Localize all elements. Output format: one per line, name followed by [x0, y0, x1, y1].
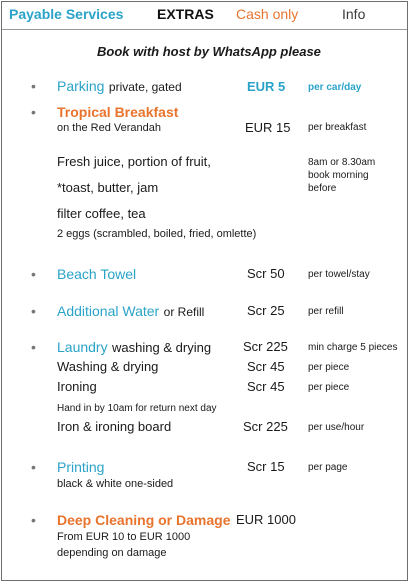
laundry-note: min charge 5 pieces — [308, 342, 398, 353]
parking-title: Parking — [57, 78, 105, 94]
laundry-wash-price: Scr 45 — [247, 359, 285, 374]
laundry-title: Laundry — [57, 339, 108, 355]
damage-price: EUR 1000 — [236, 512, 296, 527]
laundry-price: Scr 225 — [243, 339, 288, 354]
water-item — [57, 303, 204, 321]
header-extras: EXTRAS — [157, 6, 214, 22]
breakfast-location: on the Red Verandah — [57, 122, 161, 134]
breakfast-line-2: *toast, butter, jam — [57, 180, 159, 195]
water-detail: or Refill — [163, 305, 205, 319]
water-price: Scr 25 — [247, 303, 285, 318]
parking-detail: private, gated — [108, 80, 182, 94]
parking-item — [57, 78, 182, 96]
laundry-item — [57, 339, 211, 357]
bullet-icon: • — [31, 266, 36, 282]
header-divider — [2, 29, 407, 30]
header-payable-services: Payable Services — [9, 6, 124, 22]
damage-title: Deep Cleaning or Damage — [57, 512, 231, 528]
laundry-iron-note: per piece — [308, 382, 350, 393]
damage-line-2: depending on damage — [57, 547, 167, 559]
laundry-board-label: Iron & ironing board — [57, 419, 172, 434]
bullet-icon: • — [31, 78, 36, 94]
breakfast-line-3: filter coffee, tea — [57, 206, 146, 221]
bullet-icon: • — [31, 459, 36, 475]
water-title: Additional Water — [57, 303, 160, 319]
header-info: Info — [342, 6, 366, 22]
laundry-detail: washing & drying — [112, 340, 212, 355]
breakfast-title: Tropical Breakfast — [57, 104, 179, 120]
printing-price: Scr 15 — [247, 459, 285, 474]
towel-note: per towel/stay — [308, 269, 370, 280]
towel-title: Beach Towel — [57, 266, 137, 282]
bullet-icon: • — [31, 339, 36, 355]
printing-title: Printing — [57, 459, 105, 475]
parking-price: EUR 5 — [247, 79, 286, 94]
bullet-icon: • — [31, 104, 36, 120]
laundry-board-price: Scr 225 — [243, 419, 288, 434]
water-note: per refill — [308, 306, 344, 317]
damage-line-1: From EUR 10 to EUR 1000 — [57, 531, 191, 543]
laundry-wash-note: per piece — [308, 362, 350, 373]
header-cash-only: Cash only — [236, 6, 299, 22]
printing-detail: black & white one-sided — [57, 478, 174, 490]
laundry-iron-label: Ironing — [57, 379, 97, 394]
bullet-icon: • — [31, 303, 36, 319]
breakfast-line-1: Fresh juice, portion of fruit, — [57, 154, 211, 169]
bullet-icon: • — [31, 512, 36, 528]
breakfast-note: per breakfast — [308, 122, 367, 133]
laundry-wash-label: Washing & drying — [57, 359, 159, 374]
laundry-handin-note: Hand in by 10am for return next day — [57, 403, 217, 414]
breakfast-time-note-1: 8am or 8.30am — [308, 157, 376, 168]
parking-note: per car/day — [308, 82, 362, 93]
laundry-iron-price: Scr 45 — [247, 379, 285, 394]
laundry-board-note: per use/hour — [308, 422, 365, 433]
breakfast-time-note-3: before — [308, 183, 337, 194]
booking-instruction: Book with host by WhatsApp please — [97, 44, 321, 59]
breakfast-time-note-2: book morning — [308, 170, 369, 181]
printing-note: per page — [308, 462, 348, 473]
breakfast-price: EUR 15 — [245, 120, 291, 135]
towel-price: Scr 50 — [247, 266, 285, 281]
breakfast-line-4: 2 eggs (scrambled, boiled, fried, omlette) — [57, 228, 257, 240]
